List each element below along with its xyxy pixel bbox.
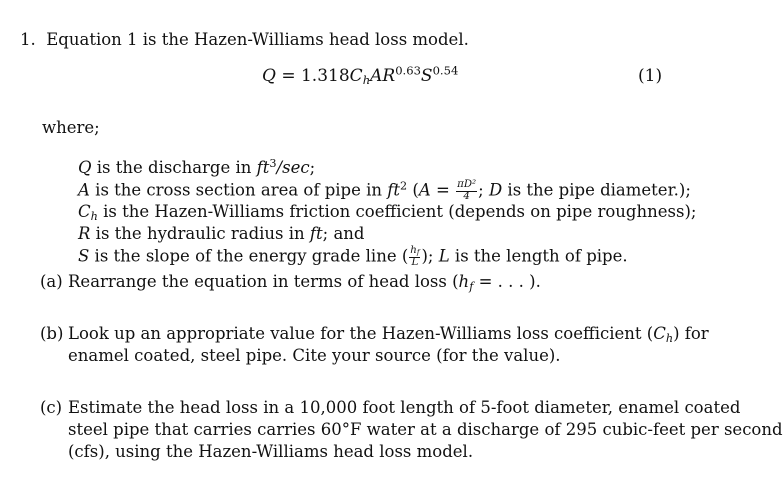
part-b-line2: enamel coated, steel pipe. Cite your source (for the value). — [68, 346, 561, 365]
def-s — [78, 246, 628, 268]
eq-ch: C — [349, 66, 363, 86]
part-b-line1 — [68, 324, 709, 344]
def-ch — [78, 202, 696, 222]
def-r-end: ; and — [322, 224, 365, 243]
def-r-text: is the hydraulic radius in — [90, 224, 310, 243]
def-a — [78, 180, 691, 202]
def-r-symbol: R — [78, 224, 91, 243]
slope-fraction — [409, 246, 420, 268]
area-fraction-num: πD² — [457, 179, 477, 190]
part-b-line1-text: Look up an appropriate value for the Hazen-Williams loss coefficient ( — [68, 324, 654, 343]
part-a-h-sub: f — [469, 279, 474, 293]
def-a-text: is the cross section area of pipe in — [89, 180, 388, 200]
def-ch-symbol: C — [78, 202, 91, 221]
def-s-mid: ); — [421, 246, 439, 266]
part-a-h: h — [458, 272, 470, 291]
eq-q: Q — [262, 66, 276, 86]
area-fraction-den: 4 — [463, 190, 470, 202]
def-a-eq: = — [430, 180, 456, 200]
eq-ar: AR — [370, 66, 396, 86]
def-r-unit: ft — [309, 224, 323, 243]
def-a-paren: ( — [407, 180, 419, 200]
problem-number: 1. — [20, 30, 36, 49]
def-a-d-symbol: D — [488, 180, 503, 200]
slope-fraction-num: $h_f$ — [410, 245, 420, 257]
eq-coef: = 1.318 — [281, 66, 350, 86]
part-b-c-sub: h — [665, 331, 674, 345]
where-label: where; — [42, 118, 100, 137]
def-q-end: ; — [309, 158, 316, 177]
hazen-williams-equation — [262, 63, 459, 87]
problem-heading — [20, 30, 469, 50]
eq-s-exp: 0.54 — [432, 63, 459, 78]
def-s-symbol: S — [78, 246, 90, 266]
def-a-unit-exp: 2 — [400, 179, 408, 193]
def-a-symbol: A — [78, 180, 90, 200]
problem-intro: Equation 1 is the Hazen-Williams head loss model. — [46, 30, 469, 49]
def-a-unit: ft — [387, 180, 401, 200]
part-a-text1: Rearrange the equation in terms of head loss ( — [68, 272, 459, 291]
part-a-text — [68, 272, 541, 292]
def-ch-text: is the Hazen-Williams friction coefficient (depends on pipe roughness); — [97, 202, 697, 221]
def-s-text: is the slope of the energy grade line ( — [89, 246, 409, 266]
def-s-rest: is the length of pipe. — [449, 246, 628, 266]
part-c-line2: steel pipe that carries carries 60°F water at a discharge of 295 cubic-feet per second — [68, 420, 783, 439]
part-a-text2: = . . . ). — [473, 272, 541, 291]
equation-label: (1) — [638, 66, 663, 86]
def-r — [78, 224, 365, 244]
def-q-unit-exp: 3 — [269, 156, 277, 170]
part-b-line1-end: ) for — [673, 324, 709, 343]
part-c-label: (c) — [40, 398, 63, 417]
def-ch-sub: h — [90, 209, 98, 223]
def-a-a-symbol: A — [418, 180, 431, 200]
area-fraction — [456, 180, 477, 202]
part-a-label: (a) — [40, 272, 63, 291]
part-c-line3: (cfs), using the Hazen-Williams head loss model. — [68, 442, 474, 461]
eq-r-exp: 0.63 — [395, 63, 421, 78]
eq-s: S — [420, 66, 433, 86]
eq-ch-sub: h — [362, 72, 371, 87]
def-q-unit2: /sec — [276, 158, 310, 177]
part-b-label: (b) — [40, 324, 64, 343]
def-q-symbol: Q — [78, 158, 92, 177]
def-q — [78, 158, 315, 178]
def-a-semi: ; — [478, 180, 489, 200]
def-q-text: is the discharge in — [91, 158, 257, 177]
slope-fraction-den: L — [411, 256, 419, 268]
part-c-line1: Estimate the head loss in a 10,000 foot length of 5-foot diameter, enamel coated — [68, 398, 741, 417]
def-s-l-symbol: L — [438, 246, 450, 266]
def-q-unit: ft — [256, 158, 270, 177]
part-b-c: C — [653, 324, 666, 343]
def-a-rest: is the pipe diameter.); — [502, 180, 691, 200]
